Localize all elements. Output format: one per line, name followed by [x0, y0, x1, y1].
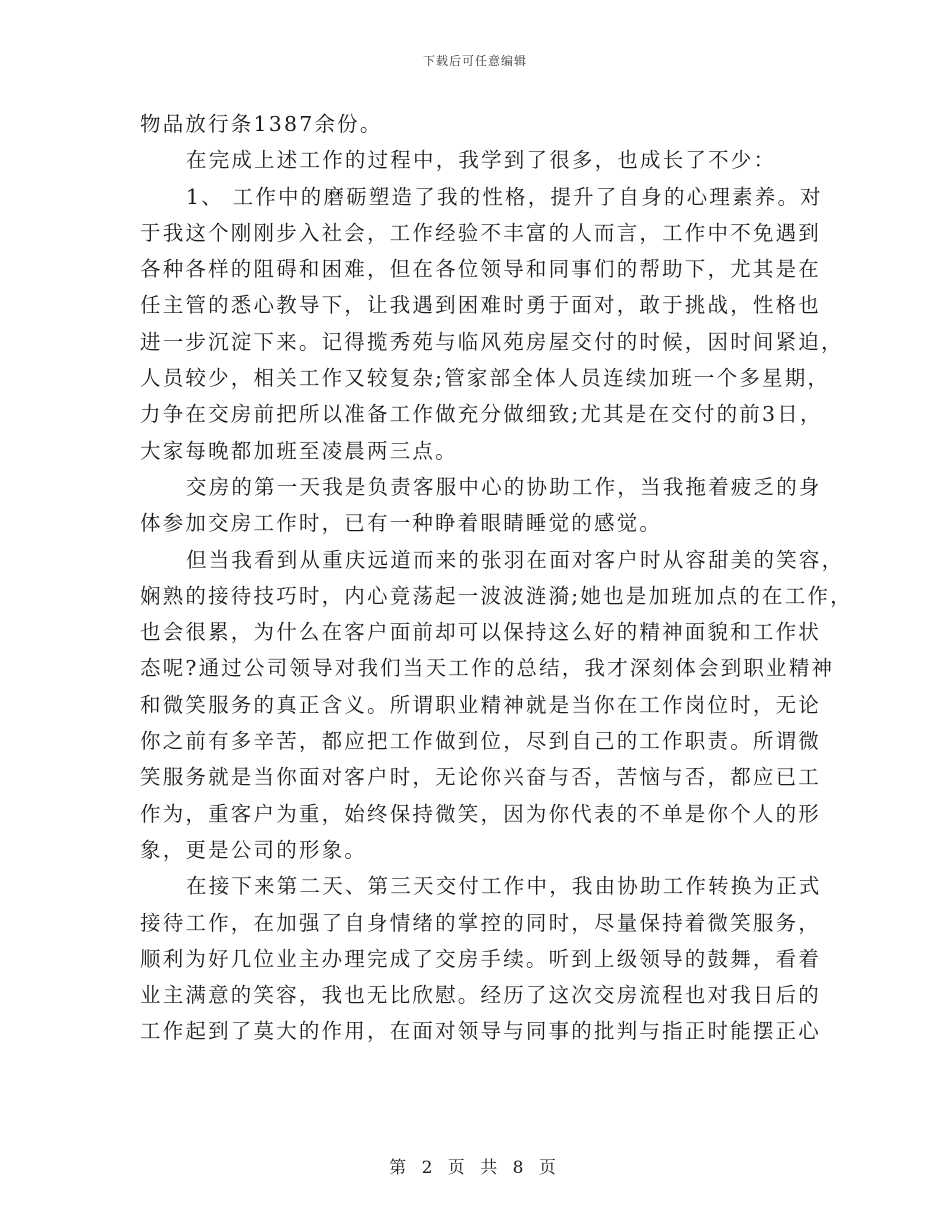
text-line: 物品放行条1387余份。: [140, 112, 383, 136]
text-line: 但当我看到从重庆远道而来的张羽在面对客户时从容甜美的笑容，: [186, 547, 845, 572]
text-line: 于我这个刚刚步入社会，工作经验不丰富的人而言，工作中不免遇到: [140, 220, 821, 245]
text-line: 作为，重客户为重，始终保持微笑，因为你代表的不单是你个人的形: [140, 801, 821, 826]
text-line: 工作起到了莫大的作用，在面对领导与同事的批判与指正时能摆正心: [140, 1019, 821, 1044]
text-line: 态呢?通过公司领导对我们当天工作的总结，我才深刻体会到职业精神: [140, 656, 835, 681]
text-line: 在接下来第二天、第三天交付工作中，我由协助工作转换为正式: [186, 874, 822, 899]
text-line: 顺利为好几位业主办理完成了交房手续。听到上级领导的鼓舞，看着: [140, 946, 821, 971]
text-line: 进一步沉淀下来。记得揽秀苑与临风苑房屋交付的时候，因时间紧迫，: [140, 329, 844, 354]
text-line: 各种各样的阻碍和困难，但在各位领导和同事们的帮助下，尤其是在: [140, 257, 821, 282]
text-line: 1、 工作中的磨砺塑造了我的性格，提升了自身的心理素养。对: [186, 184, 823, 209]
page-header: 下载后可任意编辑: [422, 54, 527, 68]
text-line: 也会很累，为什么在客户面前却可以保持这么好的精神面貌和工作状: [140, 620, 821, 645]
text-line: 大家每晚都加班至凌晨两三点。: [140, 438, 458, 463]
text-line: 交房的第一天我是负责客服中心的协助工作，当我拖着疲乏的身: [186, 474, 822, 499]
page-footer: 第 2 页 共 8 页: [389, 1158, 561, 1178]
text-line: 力争在交房前把所以准备工作做充分做细致;尤其是在交付的前3日，: [140, 402, 823, 427]
text-line: 业主满意的笑容，我也无比欣慰。经历了这次交房流程也对我日后的: [140, 983, 821, 1008]
text-line: 象，更是公司的形象。: [140, 837, 367, 862]
text-line: 人员较少，相关工作又较复杂;管家部全体人员连续加班一个多星期，: [140, 366, 831, 391]
text-line: 在完成上述工作的过程中，我学到了很多，也成长了不少：: [186, 148, 777, 173]
text-line: 接待工作，在加强了自身情绪的掌控的同时，尽量保持着微笑服务，: [140, 910, 821, 935]
text-line: 笑服务就是当你面对客户时，无论你兴奋与否，苦恼与否，都应已工: [140, 765, 821, 790]
text-line: 任主管的悉心教导下，让我遇到困难时勇于面对，敢于挑战，性格也: [140, 293, 821, 318]
text-line: 和微笑服务的真正含义。所谓职业精神就是当你在工作岗位时，无论: [140, 692, 821, 717]
text-line: 体参加交房工作时，已有一种睁着眼睛睡觉的感觉。: [140, 511, 663, 536]
text-line: 你之前有多辛苦，都应把工作做到位，尽到自己的工作职责。所谓微: [140, 729, 821, 754]
text-line: 娴熟的接待技巧时，内心竟荡起一波波涟漪;她也是加班加点的在工作，: [140, 583, 853, 608]
document-body: [140, 106, 853, 1050]
